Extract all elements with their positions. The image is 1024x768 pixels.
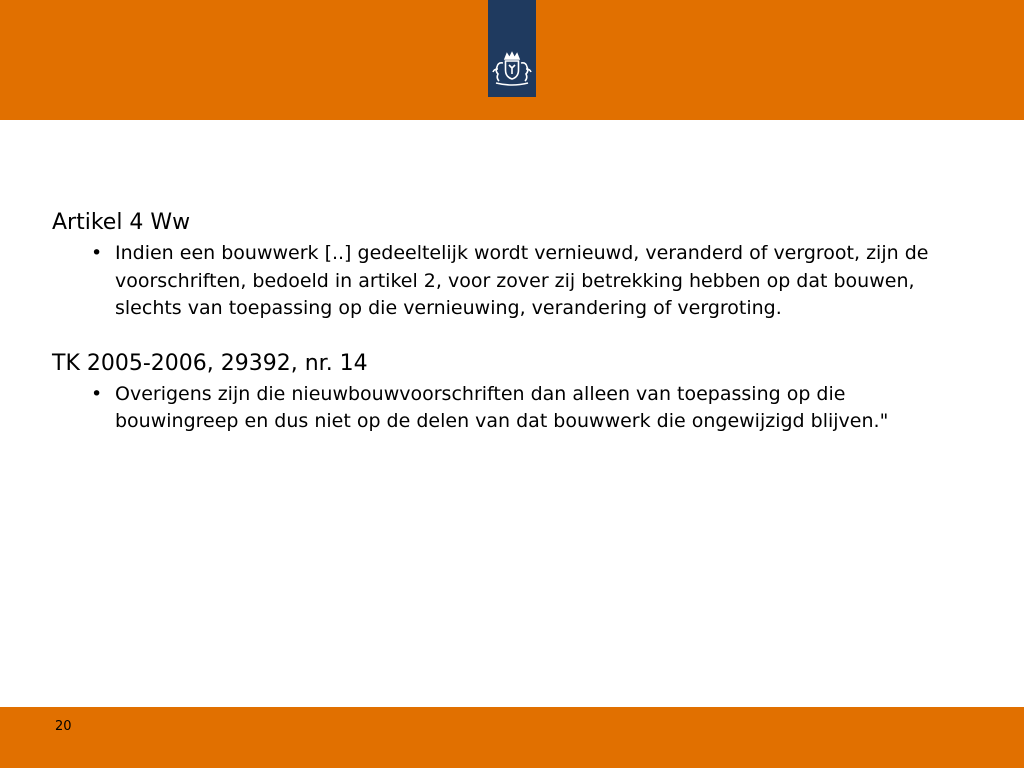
bullet-text: Overigens zijn die nieuwbouwvoorschriften dan alleen van toepassing op die bouwingreep en dus niet op de delen van dat bouwwerk die ongewijzigd blijven." <box>115 382 889 432</box>
coat-of-arms-icon <box>490 50 534 88</box>
section-heading: Artikel 4 Ww <box>52 210 191 235</box>
logo-block <box>488 0 536 97</box>
page-number: 20 <box>55 719 72 734</box>
bullet-icon: • <box>91 242 103 264</box>
slide-body <box>52 208 952 436</box>
bullet-item <box>91 240 952 323</box>
section-heading: TK 2005-2006, 29392, nr. 14 <box>52 350 368 376</box>
bullet-item <box>91 381 952 436</box>
footer-bar <box>0 707 1024 768</box>
section-artikel <box>52 208 952 323</box>
bullet-text: Indien een bouwwerk [..] gedeeltelijk wordt vernieuwd, veranderd of vergroot, zijn de voorschriften, bedoeld in artikel 2, voor zover zij betrekking hebben op dat bouwen, slechts van toepassing op die vernieuwing, verandering of vergroting. <box>115 242 929 319</box>
section-tk <box>52 349 952 436</box>
header-bar <box>0 0 1024 120</box>
bullet-icon: • <box>91 382 103 405</box>
